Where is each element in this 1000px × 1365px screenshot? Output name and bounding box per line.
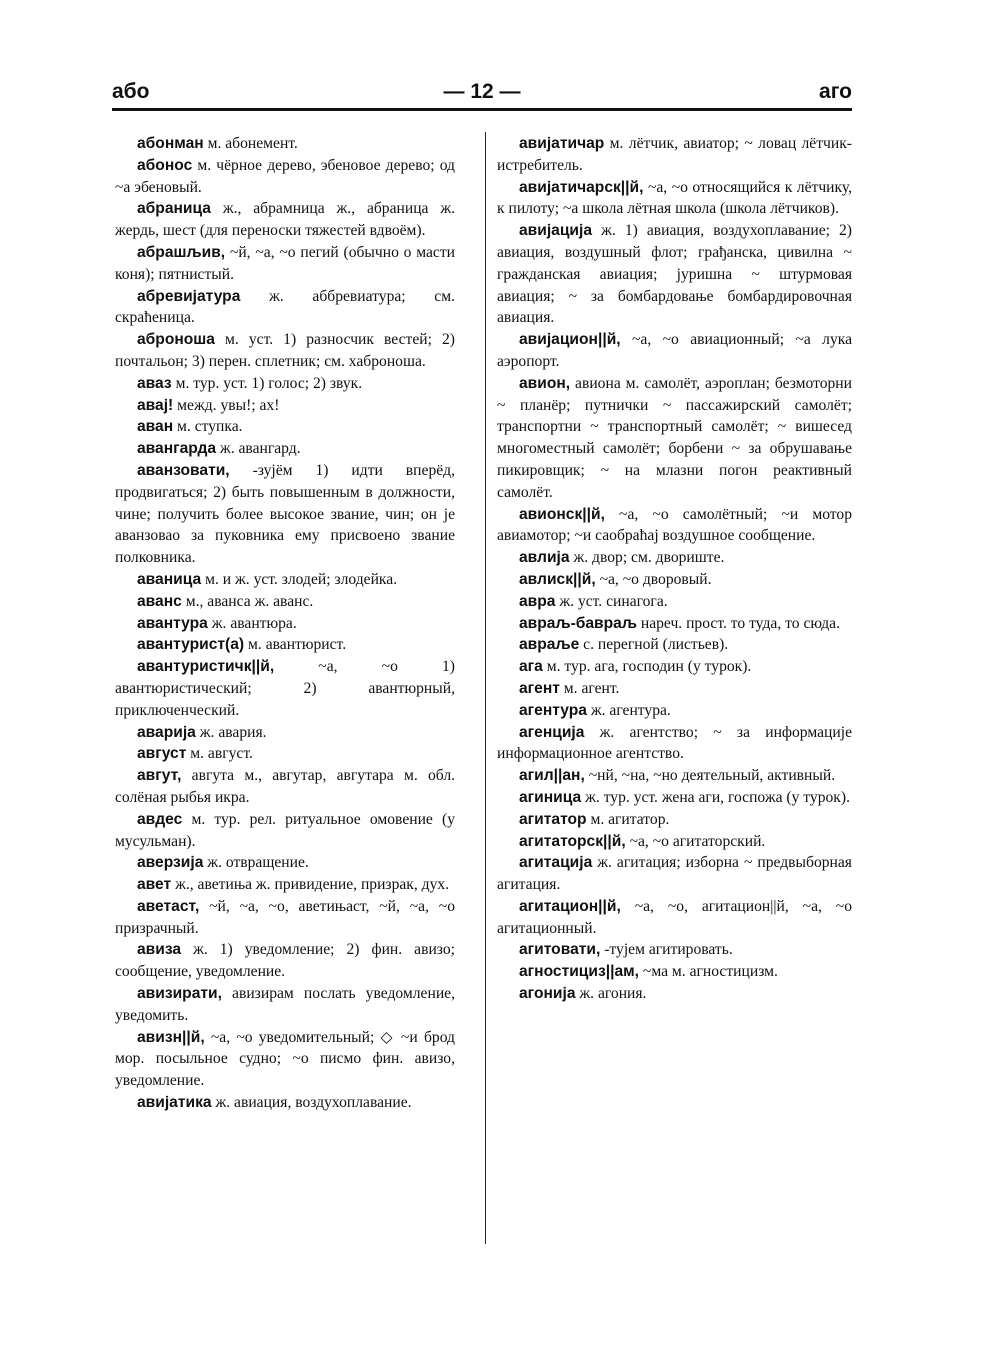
definition: м. уст. 1) разносчик вестей; 2) почтальон; 3) перен. сплетник; см. хаброноша. (115, 331, 455, 370)
definition: ж., абрамница ж., абраница ж. жердь, шест (для переноски тяжестей вдвоём). (115, 200, 455, 240)
headword: аверзија (137, 854, 204, 872)
headword: абраница (137, 200, 211, 218)
headword: авијатичар (519, 135, 605, 152)
definition: ж. авангард. (216, 440, 301, 458)
headword: аванзовати, (137, 461, 230, 479)
definition: ~а, ~о уведомительный; ◇ ~и брод мор. посыльное судно; ~о писмо фин. авизо, уведомление. (115, 1028, 455, 1090)
definition: ж. двор; см. двориште. (569, 549, 725, 567)
definition: ~а, ~о дворовый. (595, 570, 712, 588)
column-divider (485, 132, 486, 1244)
headword: ага (519, 658, 543, 676)
running-head-left: або (112, 80, 150, 103)
definition: м. агитатор. (586, 810, 670, 828)
dictionary-entry (497, 220, 852, 329)
headword: абонос (137, 156, 193, 174)
headword: абонман (137, 135, 204, 152)
definition: -тујем агитировать. (600, 941, 733, 959)
dictionary-entry (115, 286, 455, 330)
dictionary-entry (115, 656, 455, 721)
dictionary-entry (115, 722, 455, 744)
headword: авијатичарск||й, (519, 178, 644, 196)
headword: авраље (519, 636, 580, 654)
headword: авантура (137, 614, 208, 632)
headword: абрашљив, (137, 243, 226, 261)
dictionary-entry (115, 198, 455, 242)
dictionary-entry (115, 591, 455, 613)
headword: авијација (519, 222, 593, 240)
definition: ж. 1) уведомление; 2) фин. авизо; сообщение, уведомление. (115, 941, 455, 981)
dictionary-entry (497, 852, 852, 896)
definition: ж. уст. синагога. (555, 592, 668, 610)
headword: абревијатура (137, 287, 241, 305)
headword: авангарда (137, 440, 217, 458)
dictionary-entry (497, 983, 852, 1005)
definition: нареч. прост. то туда, то сюда. (636, 614, 840, 632)
definition: м. чёрное дерево, эбеновое дерево; од ~а эбеновый. (115, 156, 455, 196)
headword: агент (519, 679, 560, 697)
headword: авдес (137, 810, 183, 828)
dictionary-entry (115, 613, 455, 635)
definition: ж. аббревиатура; см. скраћеница. (115, 287, 455, 327)
dictionary-entry (497, 700, 852, 722)
dictionary-entry (115, 460, 455, 569)
dictionary-entry (497, 896, 852, 940)
dictionary-entry (497, 177, 852, 221)
dictionary-entry (115, 896, 455, 940)
definition: авгута м., авгутар, авгутара м. обл. солёная рыбья икра. (115, 767, 455, 806)
dictionary-entry (115, 242, 455, 286)
dictionary-entry (115, 809, 455, 853)
dictionary-entry (115, 874, 455, 896)
dictionary-entry (497, 939, 852, 961)
headword: авгут, (137, 767, 182, 785)
dictionary-entry (497, 613, 852, 635)
headword: агитаторск||й, (519, 832, 626, 850)
definition: ж. авария. (195, 723, 267, 741)
headword: агитацион||й, (519, 897, 621, 915)
definition: м. ступка. (173, 418, 243, 436)
dictionary-entry (497, 765, 852, 787)
headword: агиница (519, 788, 582, 806)
headword: агил||ан, (519, 767, 585, 785)
dictionary-entry (497, 133, 852, 177)
headword: агитатор (519, 810, 587, 828)
dictionary-entry (115, 569, 455, 591)
definition: м. авантюрист. (244, 636, 347, 654)
dictionary-entry (115, 438, 455, 460)
definition: межд. увы!; ах! (173, 396, 280, 414)
headword: авиза (137, 941, 182, 959)
dictionary-entry (497, 547, 852, 569)
definition: ж. агитация; изборна ~ предвыборная агитация. (497, 854, 852, 894)
dictionary-entry (497, 504, 852, 548)
definition: ж. агентство; ~ за информације информационное агентство. (497, 723, 852, 763)
right-column (497, 133, 852, 1005)
definition: м. и ж. уст. злодей; злодейка. (201, 570, 398, 588)
dictionary-entry (497, 656, 852, 678)
definition: ~й, ~а, ~о пегий (обычно о масти коня); пятнистый. (115, 243, 455, 283)
headword: авионск||й, (519, 505, 605, 523)
dictionary-entry (115, 743, 455, 765)
definition: ж. тур. уст. жена аги, госпожа (у турок). (581, 788, 850, 806)
headword: авијацион||й, (519, 331, 621, 349)
dictionary-entry (497, 961, 852, 983)
definition: м. тур. ага, господин (у турок). (542, 658, 752, 676)
definition: ~а, ~о 1) авантюристический; 2) авантюрный, приключенческий. (115, 658, 455, 719)
page-header (112, 80, 852, 110)
definition: ~а, ~о, агитацион||й, ~а, ~о агитационный. (497, 897, 852, 937)
headword: аветаст, (137, 897, 200, 915)
definition: ~а, ~о агитаторский. (625, 832, 766, 850)
dictionary-entry (497, 329, 852, 373)
dictionary-entry (115, 983, 455, 1027)
dictionary-entry (497, 678, 852, 700)
dictionary-entry (115, 373, 455, 395)
dictionary-entry (115, 1092, 455, 1114)
dictionary-entry (497, 569, 852, 591)
left-column (115, 133, 455, 1114)
headword: авантурист(а) (137, 636, 245, 654)
headword: агонија (519, 985, 576, 1003)
headword: аваница (137, 570, 202, 588)
definition: м., аванса ж. аванс. (181, 592, 314, 610)
definition: ж. 1) авиация, воздухоплавание; 2) авиация, воздушный флот; грађанска, цивилна ~ гражданская авиация; јуришна ~ штурмовая авиация; ~ за бомбардовање бомбардировочная авиация. (497, 222, 852, 327)
dictionary-entry (115, 329, 455, 373)
dictionary-entry (497, 722, 852, 766)
definition: ж., аветиња ж. привидение, призрак, дух. (171, 876, 450, 894)
headword: авијатика (137, 1094, 212, 1112)
headword: агентура (519, 701, 587, 719)
headword: авион, (519, 374, 571, 392)
header-rule (112, 108, 852, 111)
headword: аван (137, 418, 174, 436)
definition: ~а, ~о относящийся к лётчику, к пилоту; ~а школа лётная школа (школа лётчиков). (497, 178, 852, 218)
definition: м. абонемент. (203, 135, 298, 152)
headword: аварија (137, 723, 196, 741)
dictionary-entry (497, 634, 852, 656)
dictionary-entry (497, 787, 852, 809)
headword: авантуристичк||й, (137, 658, 275, 676)
definition: авизирам послать уведомление, уведомить. (115, 985, 455, 1024)
headword: авизн||й, (137, 1028, 205, 1046)
dictionary-entry (115, 1027, 455, 1092)
definition: м. август. (186, 745, 253, 763)
definition: ж. авиация, воздухоплавание. (211, 1094, 412, 1112)
definition: ж. отвращение. (203, 854, 309, 872)
headword: авра (519, 592, 556, 610)
headword: агитација (519, 854, 593, 872)
headword: авлија (519, 549, 570, 567)
definition: ~нй, ~на, ~но деятельный, активный. (584, 767, 836, 785)
headword: август (137, 745, 187, 763)
definition: м. агент. (559, 679, 620, 697)
headword: аванс (137, 592, 182, 610)
definition: с. перегной (листьев). (579, 636, 729, 654)
dictionary-entry (497, 831, 852, 853)
definition: -зујём 1) идти вперёд, продвигаться; 2) быть повышенным в должности, чине; получить более высокое звание, чин; он је аванзовао за пуковника ему присвоено звание полковника. (115, 461, 455, 567)
headword: аваз (137, 374, 172, 392)
dictionary-entry (115, 155, 455, 199)
dictionary-entry (497, 373, 852, 504)
headword: авај! (137, 396, 174, 414)
definition: ~а, ~о авиационный; ~а лука аэропорт. (497, 331, 852, 370)
dictionary-entry (115, 939, 455, 983)
headword: авизирати, (137, 985, 222, 1003)
page-number: — 12 — (443, 80, 521, 103)
dictionary-entry (115, 765, 455, 809)
definition: ж. авантюра. (207, 614, 297, 632)
headword: авраљ-бавраљ (519, 614, 637, 632)
headword: авет (137, 876, 172, 894)
definition: ~а, ~о самолётный; ~и мотор авиамотор; ~и саобраћај воздушное сообщение. (497, 505, 852, 545)
dictionary-entry (497, 809, 852, 831)
definition: м. тур. рел. ритуальное омовение (у мусульман). (115, 810, 455, 850)
headword: агностициз||ам, (519, 963, 639, 981)
headword: агенција (519, 723, 585, 741)
dictionary-entry (497, 591, 852, 613)
definition: ~й, ~а, ~о, аветињаст, ~й, ~а, ~о призрачный. (115, 897, 455, 937)
dictionary-entry (115, 416, 455, 438)
running-head-right: аго (819, 80, 852, 103)
dictionary-entry (115, 852, 455, 874)
headword: авлиск||й, (519, 570, 596, 588)
headword: аброноша (137, 331, 215, 349)
definition: ~ма м. агностицизм. (639, 963, 778, 981)
definition: м. лётчик, авиатор; ~ ловац лётчик-истребитель. (497, 135, 852, 174)
dictionary-entry (115, 634, 455, 656)
definition: м. тур. уст. 1) голос; 2) звук. (171, 374, 363, 392)
definition: ж. агентура. (586, 701, 671, 719)
headword: агитовати, (519, 941, 601, 959)
dictionary-entry (115, 395, 455, 417)
definition: ж. агония. (575, 985, 647, 1003)
dictionary-entry (115, 133, 455, 155)
definition: авиона м. самолёт, аэроплан; безмоторни ~ планёр; путнички ~ пассажирский самолёт; транспортни ~ транспортный самолёт; ~ вишесед многоместный самолёт; борбени ~ за обрушавање пикировщик; ~ на млазни погон реактивный самолёт. (497, 374, 852, 501)
